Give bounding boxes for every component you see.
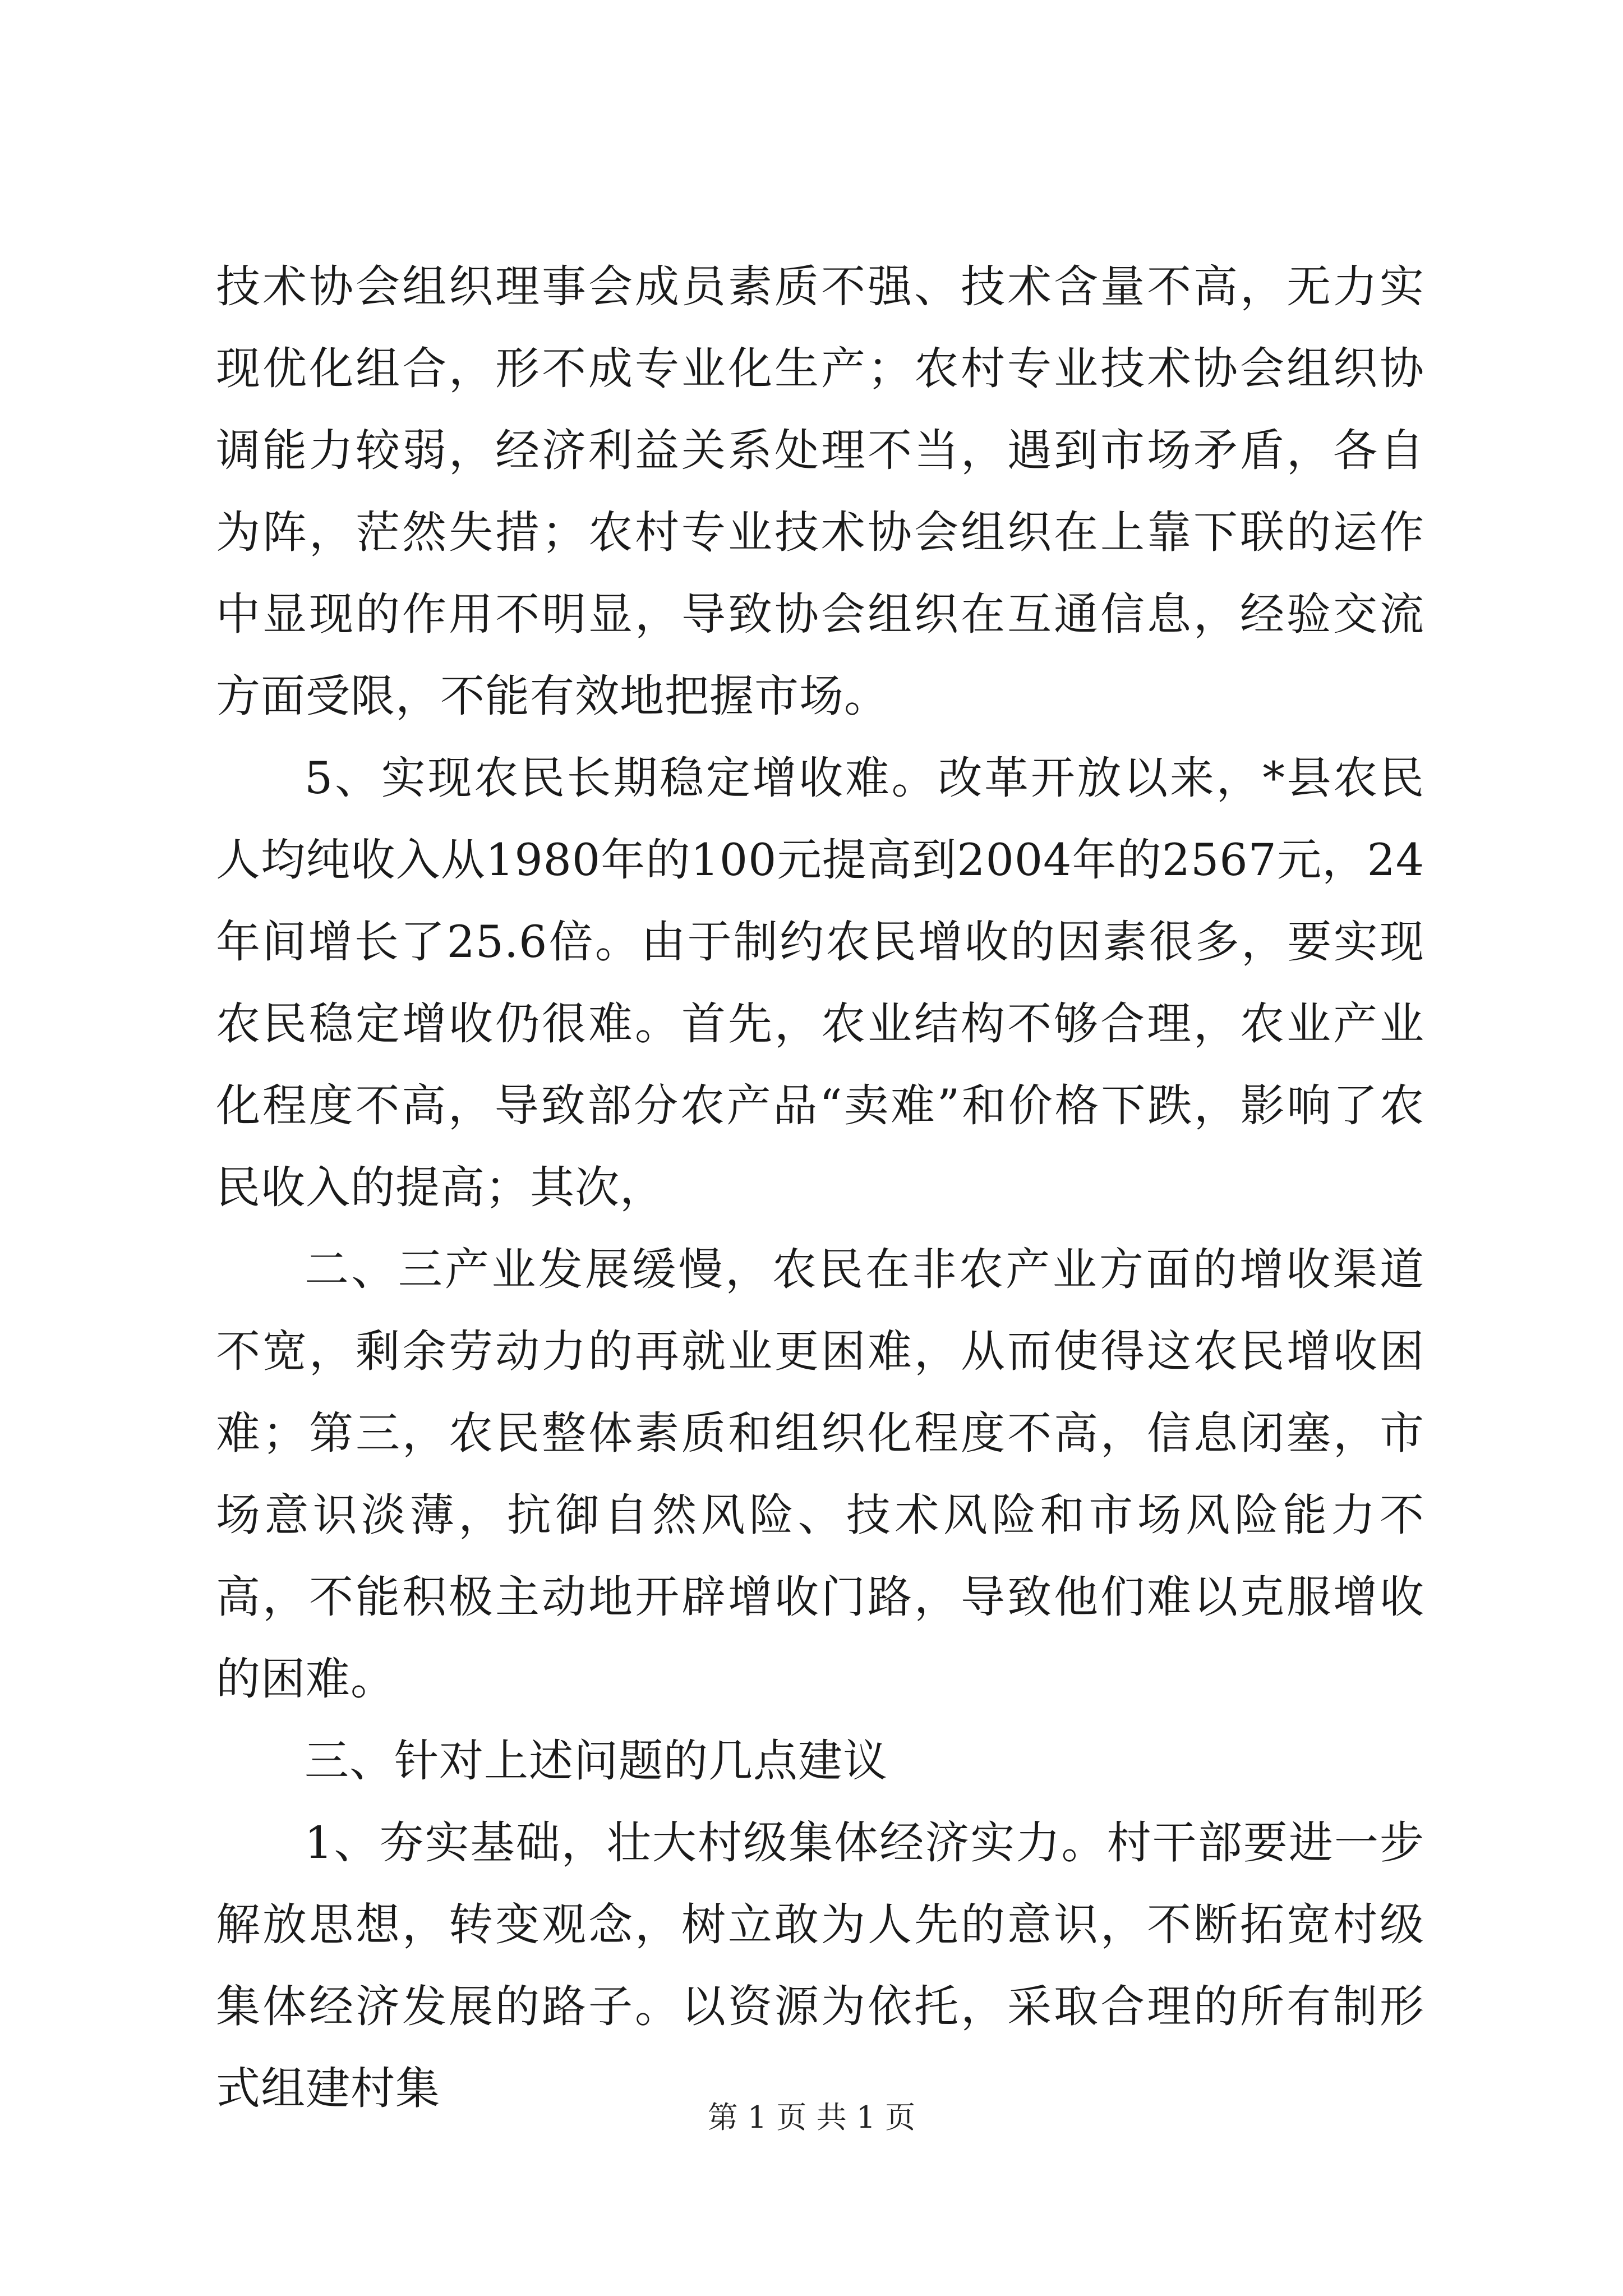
paragraph-secondary-tertiary-industry: 二、三产业发展缓慢，农民在非农产业方面的增收渠道不宽，剩余劳动力的再就业更困难，从而使得这农民增收困难；第三，农民整体素质和组织化程度不高，信息闭塞，市场意识淡薄，抗御自然风险、技术风险和市场风险能力不高，不能积极主动地开辟增收门路，导致他们难以克服增收的困难。	[216, 1244, 1424, 1705]
paragraph-association-problems: 技术协会组织理事会成员素质不强、技术含量不高，无力实现优化组合，形不成专业化生产；农村专业技术协会组织协调能力较弱，经济利益关系处理不当，遇到市场矛盾，各自为阵，茫然失措；农村专业技术协会组织在上靠下联的运作中显现的作用不明显，导致协会组织在互通信息，经验交流方面受限，不能有效地把握市场。	[216, 261, 1424, 722]
paragraph-suggestion-1: 1、夯实基础，壮大村级集体经济实力。村干部要进一步解放思想，转变观念，树立敢为人先的意识，不断拓宽村级集体经济发展的路子。以资源为依托，采取合理的所有制形式组建村集	[216, 1817, 1424, 2114]
document-body	[216, 246, 1424, 2129]
section-heading-suggestions: 三、针对上述问题的几点建议	[305, 1735, 888, 1787]
page-footer: 第 1 页 共 1 页	[707, 2100, 916, 2135]
paragraph-farmer-income: 5、实现农民长期稳定增收难。改革开放以来，*县农民人均纯收入从1980年的100元提高到2004年的2567元，24年间增长了25.6倍。由于制约农民增收的因素很多，要实现农民稳定增收仍很难。首先，农业结构不够合理，农业产业化程度不高，导致部分农产品“卖难”和价格下跌，影响了农民收入的提高；其次，	[216, 752, 1424, 1213]
